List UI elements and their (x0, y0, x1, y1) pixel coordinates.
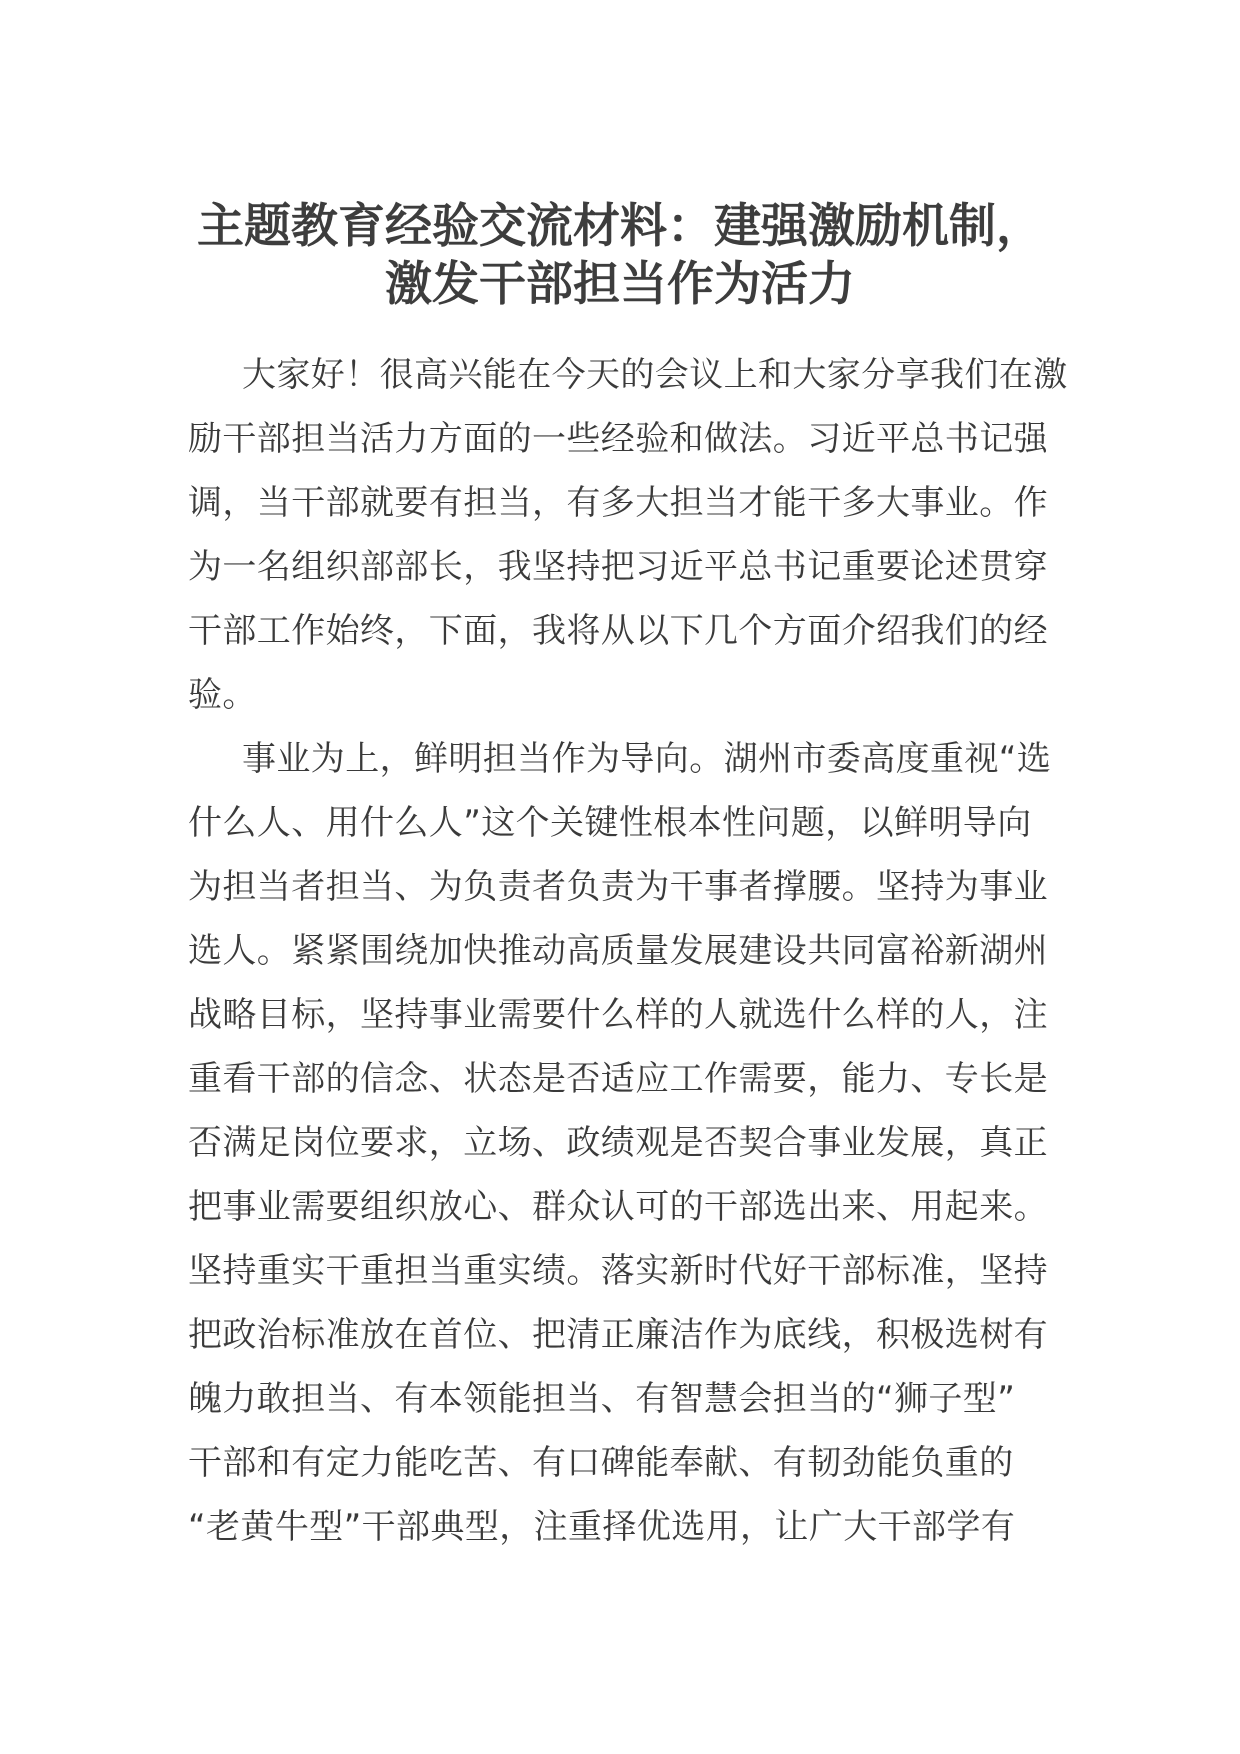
body-line: 重看干部的信念、状态是否适应工作需要，能力、专长是 (188, 1059, 1048, 1099)
body-line: 战略目标，坚持事业需要什么样的人就选什么样的人，注 (188, 995, 1048, 1035)
body-line: 干部和有定力能吃苦、有口碑能奉献、有韧劲能负重的 (188, 1443, 1014, 1483)
body-line: 干部工作始终，下面，我将从以下几个方面介绍我们的经 (188, 611, 1048, 651)
body-line: 为担当者担当、为负责者负责为干事者撑腰。坚持为事业 (188, 867, 1048, 907)
body-line: 否满足岗位要求，立场、政绩观是否契合事业发展，真正 (188, 1123, 1048, 1163)
body-line: 选人。紧紧围绕加快推动高质量发展建设共同富裕新湖州 (188, 931, 1048, 971)
body-line: 事业为上，鲜明担当作为导向。湖州市委高度重视“选 (242, 739, 1052, 779)
body-line: 大家好！很高兴能在今天的会议上和大家分享我们在激 (242, 355, 1068, 395)
body-line: 魄力敢担当、有本领能担当、有智慧会担当的“狮子型” (188, 1379, 1016, 1419)
document-title-line-1: 主题教育经验交流材料：建强激励机制， (197, 199, 1043, 254)
body-line: “老黄牛型”干部典型，注重择优选用，让广大干部学有 (188, 1507, 1016, 1547)
body-line: 励干部担当活力方面的一些经验和做法。习近平总书记强 (188, 419, 1048, 459)
body-line: 调，当干部就要有担当，有多大担当才能干多大事业。作 (188, 483, 1048, 523)
body-line: 为一名组织部部长，我坚持把习近平总书记重要论述贯穿 (188, 547, 1048, 587)
body-line: 验。 (188, 675, 257, 715)
document-title-line-2: 激发干部担当作为活力 (385, 257, 855, 312)
body-line: 什么人、用什么人”这个关键性根本性问题，以鲜明导向 (188, 803, 1032, 843)
body-line: 把事业需要组织放心、群众认可的干部选出来、用起来。 (188, 1187, 1048, 1227)
body-line: 把政治标准放在首位、把清正廉洁作为底线，积极选树有 (188, 1315, 1048, 1355)
body-line: 坚持重实干重担当重实绩。落实新时代好干部标准，坚持 (188, 1251, 1048, 1291)
